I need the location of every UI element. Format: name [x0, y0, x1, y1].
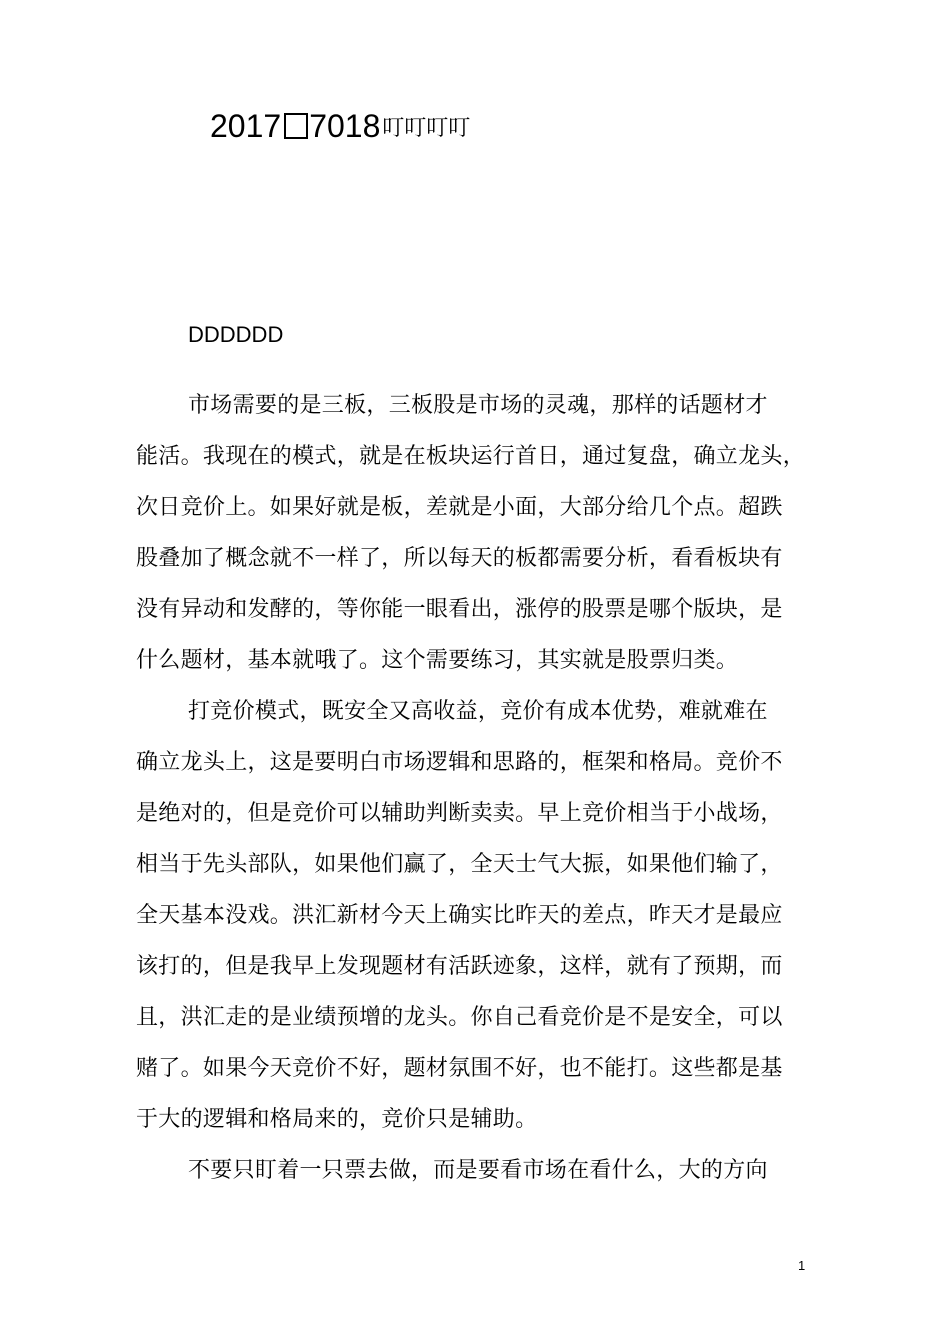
paragraph-1	[136, 380, 826, 686]
text-line: 能活。我现在的模式，就是在板块运行首日，通过复盘，确立龙头，	[136, 444, 806, 469]
text-line: 全天基本没戏。洪汇新材今天上确实比昨天的差点，昨天才是最应	[136, 903, 783, 928]
text-line: 不要只盯着一只票去做，而是要看市场在看什么，大的方向	[188, 1158, 768, 1183]
page-number: 1	[798, 1258, 806, 1273]
text-line: 市场需要的是三板，三板股是市场的灵魂，那样的话题材才	[188, 393, 768, 418]
document-title	[210, 106, 470, 146]
document-body	[136, 380, 826, 1196]
text-line: 打竞价模式，既安全又高收益，竞价有成本优势，难就难在	[188, 699, 768, 724]
title-year-start: 2017	[210, 108, 282, 144]
paragraph-2	[136, 686, 826, 1145]
text-line: 该打的，但是我早上发现题材有活跃迹象，这样，就有了预期，而	[136, 954, 783, 979]
text-line: 于大的逻辑和格局来的，竞价只是辅助。	[136, 1107, 538, 1132]
text-line: 相当于先头部队，如果他们赢了，全天士气大振，如果他们输了，	[136, 852, 783, 877]
title-suffix: 叮叮叮叮	[382, 116, 471, 141]
text-line: 赌了。如果今天竞价不好，题材氛围不好，也不能打。这些都是基	[136, 1056, 783, 1081]
text-line: 没有异动和发酵的，等你能一眼看出，涨停的股票是哪个版块，是	[136, 597, 783, 622]
text-line: 是绝对的，但是竞价可以辅助判断卖卖。早上竞价相当于小战场，	[136, 801, 783, 826]
missing-glyph-box-icon	[284, 113, 308, 139]
text-line: 且，洪汇走的是业绩预增的龙头。你自己看竞价是不是安全，可以	[136, 1005, 783, 1030]
text-line: 什么题材，基本就哦了。这个需要练习，其实就是股票归类。	[136, 648, 739, 673]
document-subtitle: DDDDDD	[188, 322, 284, 347]
text-line: 股叠加了概念就不一样了，所以每天的板都需要分析，看看板块有	[136, 546, 783, 571]
title-year-end: 7018	[309, 108, 381, 144]
text-line: 确立龙头上，这是要明白市场逻辑和思路的，框架和格局。竞价不	[136, 750, 783, 775]
text-line: 次日竞价上。如果好就是板，差就是小面，大部分给几个点。超跌	[136, 495, 783, 520]
paragraph-3	[136, 1145, 826, 1196]
